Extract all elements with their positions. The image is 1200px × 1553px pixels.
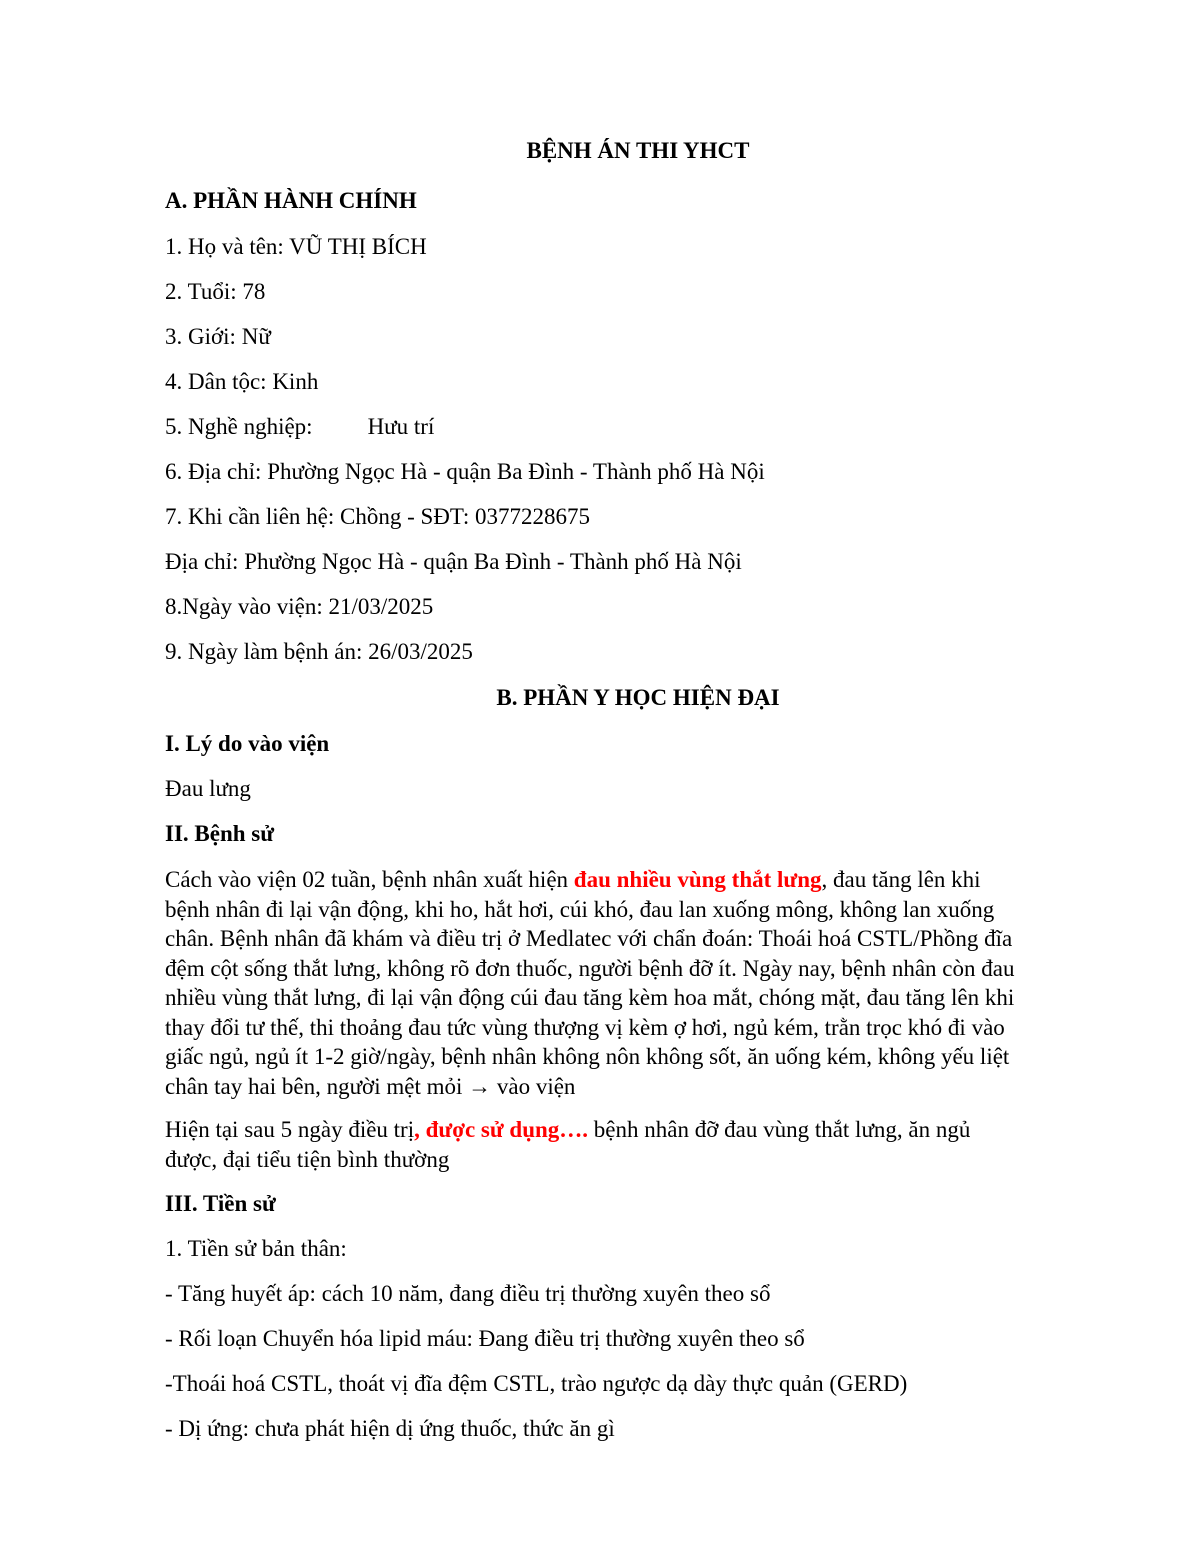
field-name: 1. Họ và tên: VŨ THỊ BÍCH (165, 234, 427, 259)
history-line: giấc ngủ, ngủ ít 1-2 giờ/ngày, bệnh nhân không nôn không sốt, ăn uống kém, không yếu liệt (165, 1044, 1010, 1069)
field-ethnicity: 4. Dân tộc: Kinh (165, 369, 319, 394)
past-item: - Rối loạn Chuyển hóa lipid máu: Đang điều trị thường xuyên theo sổ (165, 1326, 805, 1351)
field-contact: 7. Khi cần liên hệ: Chồng - SĐT: 0377228675 (165, 504, 590, 529)
document-title: BỆNH ÁN THI YHCT (526, 138, 750, 163)
field-occupation: 5. Nghề nghiệp: Hưu trí (165, 414, 435, 439)
history-line: Cách vào viện 02 tuần, bệnh nhân xuất hiện đau nhiều vùng thắt lưng, đau tăng lên khi (165, 867, 981, 892)
history-line: được, đại tiểu tiện bình thường (165, 1146, 450, 1172)
field-contact-address: Địa chỉ: Phường Ngọc Hà - quận Ba Đình - Thành phố Hà Nội (165, 549, 742, 574)
history-paragraph-2 (165, 1115, 1125, 1174)
field-gender: 3. Giới: Nữ (165, 324, 271, 349)
history-line: Hiện tại sau 5 ngày điều trị, được sử dụng…. bệnh nhân đỡ đau vùng thắt lưng, ăn ngủ (165, 1117, 971, 1142)
past-subheading: 1. Tiền sử bản thân: (165, 1236, 347, 1261)
history-line: thay đổi tư thế, thi thoảng đau tức vùng thượng vị kèm ợ hơi, ngủ kém, trằn trọc khó đi vào (165, 1014, 1005, 1040)
past-item: - Tăng huyết áp: cách 10 năm, đang điều trị thường xuyên theo sổ (165, 1281, 771, 1306)
history-paragraph-1 (165, 865, 1125, 1101)
past-item: - Dị ứng: chưa phát hiện dị ứng thuốc, thức ăn gì (165, 1416, 615, 1441)
section-a-heading: A. PHẦN HÀNH CHÍNH (165, 188, 417, 213)
history-heading: II. Bệnh sử (165, 821, 275, 846)
history-line: chân tay hai bên, người mệt mỏi → vào viện (165, 1073, 576, 1099)
field-age: 2. Tuổi: 78 (165, 279, 266, 304)
field-record-date: 9. Ngày làm bệnh án: 26/03/2025 (165, 639, 473, 664)
past-heading: III. Tiền sử (165, 1191, 276, 1216)
history-line: nhiều vùng thắt lưng, đi lại vận động cúi đau tăng kèm hoa mắt, chóng mặt, đau tăng lên khi (165, 985, 1015, 1010)
past-item: -Thoái hoá CSTL, thoát vị đĩa đệm CSTL, trào ngược dạ dày thực quản (GERD) (165, 1371, 908, 1396)
field-address: 6. Địa chỉ: Phường Ngọc Hà - quận Ba Đình - Thành phố Hà Nội (165, 459, 765, 484)
section-b-heading: B. PHẦN Y HỌC HIỆN ĐẠI (496, 685, 780, 710)
history-line: bệnh nhân đi lại vận động, khi ho, hắt hơi, cúi khó, đau lan xuống mông, không lan xuống (165, 896, 995, 922)
history-line: đệm cột sống thắt lưng, không rõ đơn thuốc, người bệnh đỡ ít. Ngày nay, bệnh nhân còn đau (165, 955, 1015, 981)
reason-heading: I. Lý do vào viện (165, 731, 330, 756)
history-line: chân. Bệnh nhân đã khám và điều trị ở Medlatec với chẩn đoán: Thoái hoá CSTL/Phồng đĩa (165, 926, 1013, 951)
reason-text: Đau lưng (165, 776, 251, 801)
field-admission-date: 8.Ngày vào viện: 21/03/2025 (165, 594, 434, 619)
